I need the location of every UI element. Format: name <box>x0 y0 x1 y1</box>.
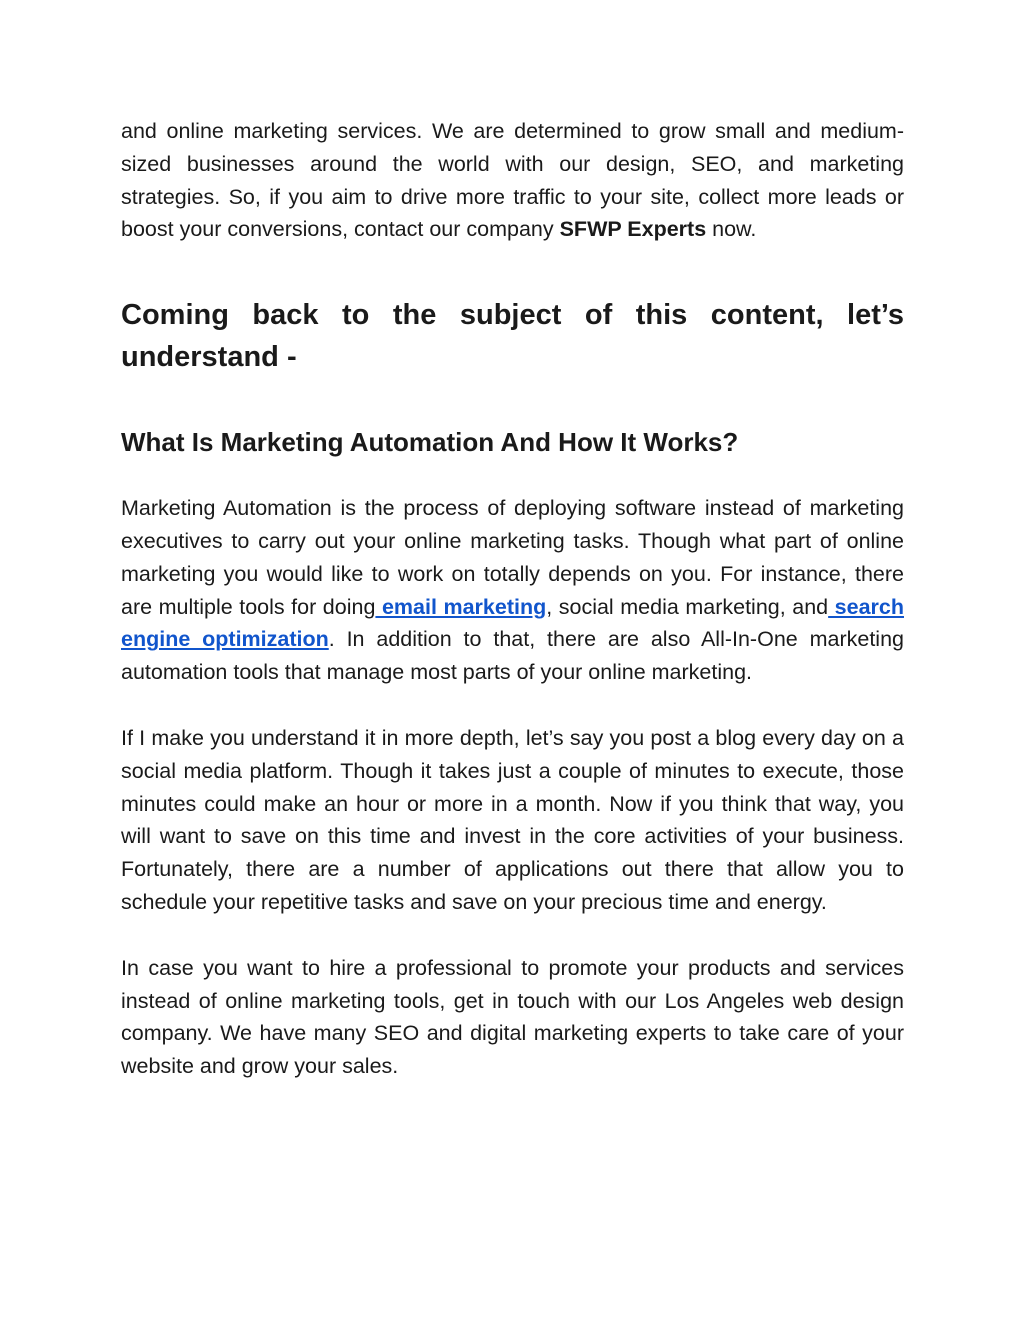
depth-paragraph: If I make you understand it in more depth, let’s say you post a blog every day on a social media platform. Though it takes just a couple of minutes to execute, those minutes could make an hour or more in a month. Now if you think that way, you will want to save on this time and invest in the core activities of your business. Fortunately, there are a number of applications out there that allow you to schedule your repetitive tasks and save on your precious time and energy. <box>121 725 904 914</box>
definition-text-a: Marketing Automation is the process of deploying software instead of marketing executives to carry out your online marketing tasks. Though what part of online marketing you would like to work on totally depends on you. For instance, there are multiple tools for doing <box>121 496 904 619</box>
email-marketing-link[interactable]: email marketing <box>375 594 547 619</box>
company-name: SFWP Experts <box>559 217 707 242</box>
heading-what-is-marketing-automation: What Is Marketing Automation And How It Works? <box>121 427 739 458</box>
intro-paragraph <box>121 115 904 246</box>
hire-paragraph: In case you want to hire a professional to promote your products and services instead of online marketing tools, get in touch with our Los Angeles web design company. We have many SEO and digital marketing experts to take care of your website and grow your sales. <box>121 955 904 1079</box>
intro-text-b: now. <box>706 217 757 242</box>
definition-text-c: . In addition to that, there are also All-In-One marketing automation tools that manage most parts of your online marketing. <box>121 627 904 685</box>
definition-text-b: , social media marketing, and <box>546 594 829 619</box>
definition-paragraph <box>121 492 904 689</box>
search-engine-optimization-link[interactable]: search engine optimization <box>121 594 904 652</box>
intro-text-a: and online marketing services. We are determined to grow small and medium-sized businesses around the world with our design, SEO, and marketing strategies. So, if you aim to drive more traffic to your site, collect more leads or boost your conversions, contact our company <box>121 119 904 242</box>
heading-coming-back: Coming back to the subject of this content, let’s understand - <box>121 299 904 374</box>
